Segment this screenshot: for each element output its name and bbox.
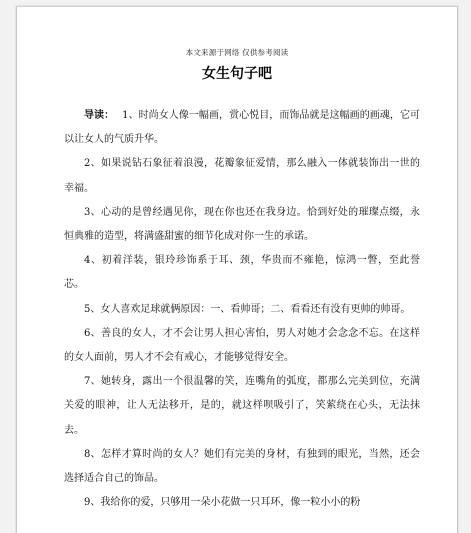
document-title: 女生句子吧 [202,66,272,82]
paragraph-6: 6、善良的女人，才不会让男人担心害怕，男人对她才会念念不忘。在这样的女人面前，男人才不会有戒心，才能够觉得安全。 [64,327,420,364]
paragraph-2: 2、如果说钻石象征着浪漫，花瓣象征爱情，那么融入一体就装饰出一世的幸福。 [64,158,420,194]
paragraph-text: 1、时尚女人像一幅画，赏心悦目，而饰品就是这幅画的画魂，它可以让女人的气质升华。 [64,110,420,146]
paragraph-7: 7、她转身，露出一个很温馨的笑，连嘴角的弧度，都那么完美到位，充满关爱的眼神，让人无法移开，是的，就这样呗吸引了，笑萦绕在心头，无法抹去。 [64,376,420,436]
document-body [64,104,420,515]
document-page [16,6,458,533]
paragraph-1 [64,104,420,152]
paragraph-3: 3、心动的是曾经遇见你，现在你也还在我身边。恰到好处的璀璨点缀，永恒典雅的造型，将满盛甜蜜的细节化成对你一生的承诺。 [64,206,420,243]
source-note: 本文来源于网络 仅供参考阅读 [185,48,289,57]
paragraph-9: 9、我给你的爱，只够用一朵小花做一只耳环，像一粒小小的粉 [84,497,361,509]
paragraph-4: 4、初着洋装，银玲珍饰系于耳、颈，华贵而不雍艳，惊鸿一瞥，至此誉芯。 [64,255,420,291]
paragraph-5: 5、女人喜欢足球就俩原因：一、看帅哥；二、看看还有没有更帅的帅哥。 [84,303,411,315]
paragraph-8: 8、怎样才算时尚的女人？她们有完美的身材，有独到的眼光，当然，还会选择适合自己的饰品。 [64,448,420,485]
lead-label: 导读： [84,110,115,121]
